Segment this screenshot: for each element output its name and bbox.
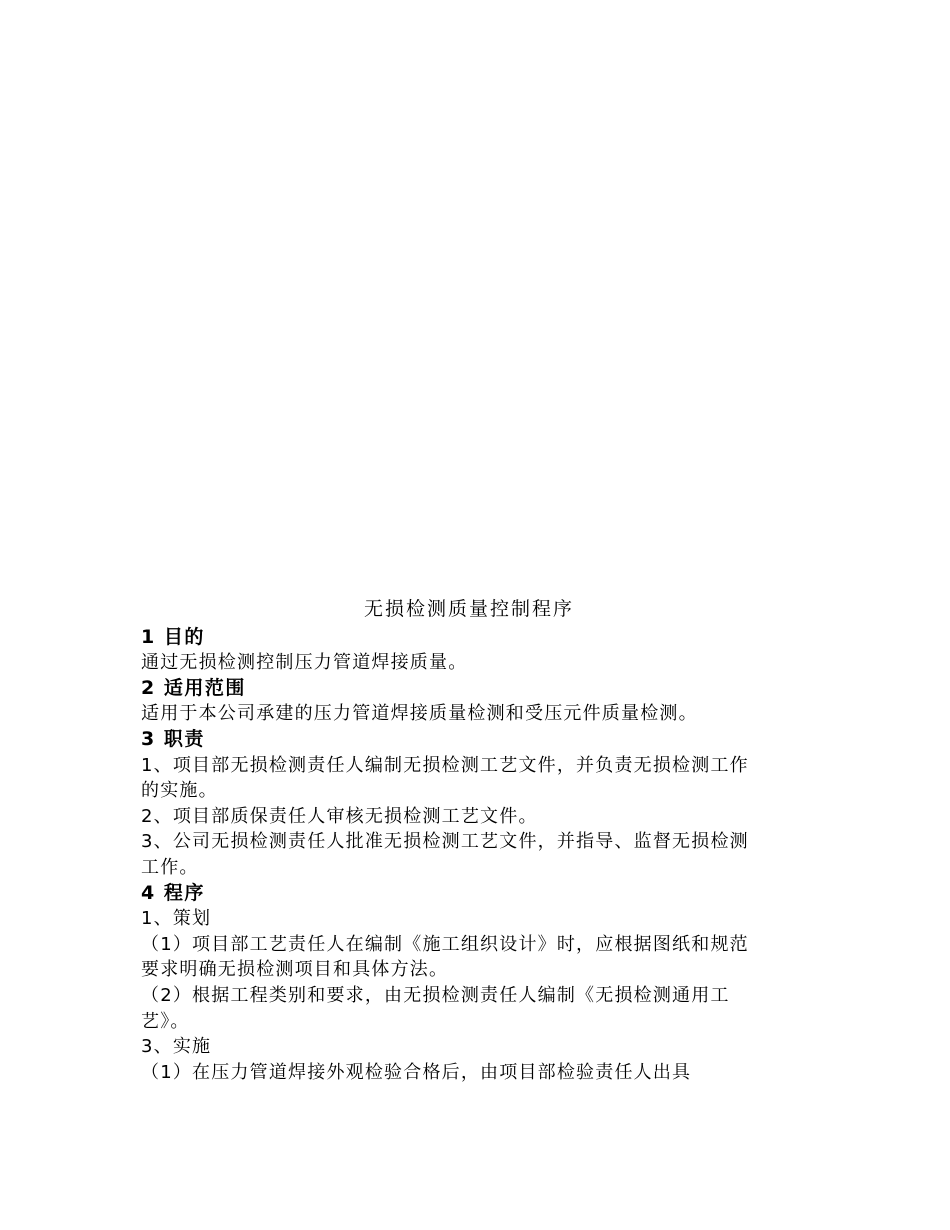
section-heading-procedure: 4 程序 [141,881,205,904]
document-title: 无损检测质量控制程序 [363,598,574,620]
paragraph: 1、策划 [141,908,212,930]
section-heading-purpose: 1 目的 [141,625,205,648]
document-body [141,597,767,1085]
paragraph: 适用于本公司承建的压力管道焊接质量检测和受压元件质量检测。 [141,703,698,725]
paragraph: 2、项目部质保责任人审核无损检测工艺文件。 [141,805,538,827]
paragraph: （1）项目部工艺责任人在编制《施工组织设计》时，应根据图纸和规范要求明确无损检测项目和具体方法。 [141,933,749,981]
section-heading-responsibilities: 3 职责 [141,727,205,750]
paragraph: （2）根据工程类别和要求，由无损检测责任人编制《无损检测通用工艺》。 [141,984,730,1032]
section-heading-scope: 2 适用范围 [141,676,246,699]
paragraph: 3、实施 [141,1036,212,1058]
paragraph: 3、公司无损检测责任人批准无损检测工艺文件，并指导、监督无损检测工作。 [141,831,749,878]
paragraph: 通过无损检测控制压力管道焊接质量。 [141,652,468,674]
paragraph: （1）在压力管道焊接外观检验合格后，由项目部检验责任人出具 [141,1061,692,1083]
paragraph: 1、项目部无损检测责任人编制无损检测工艺文件，并负责无损检测工作的实施。 [141,754,749,802]
